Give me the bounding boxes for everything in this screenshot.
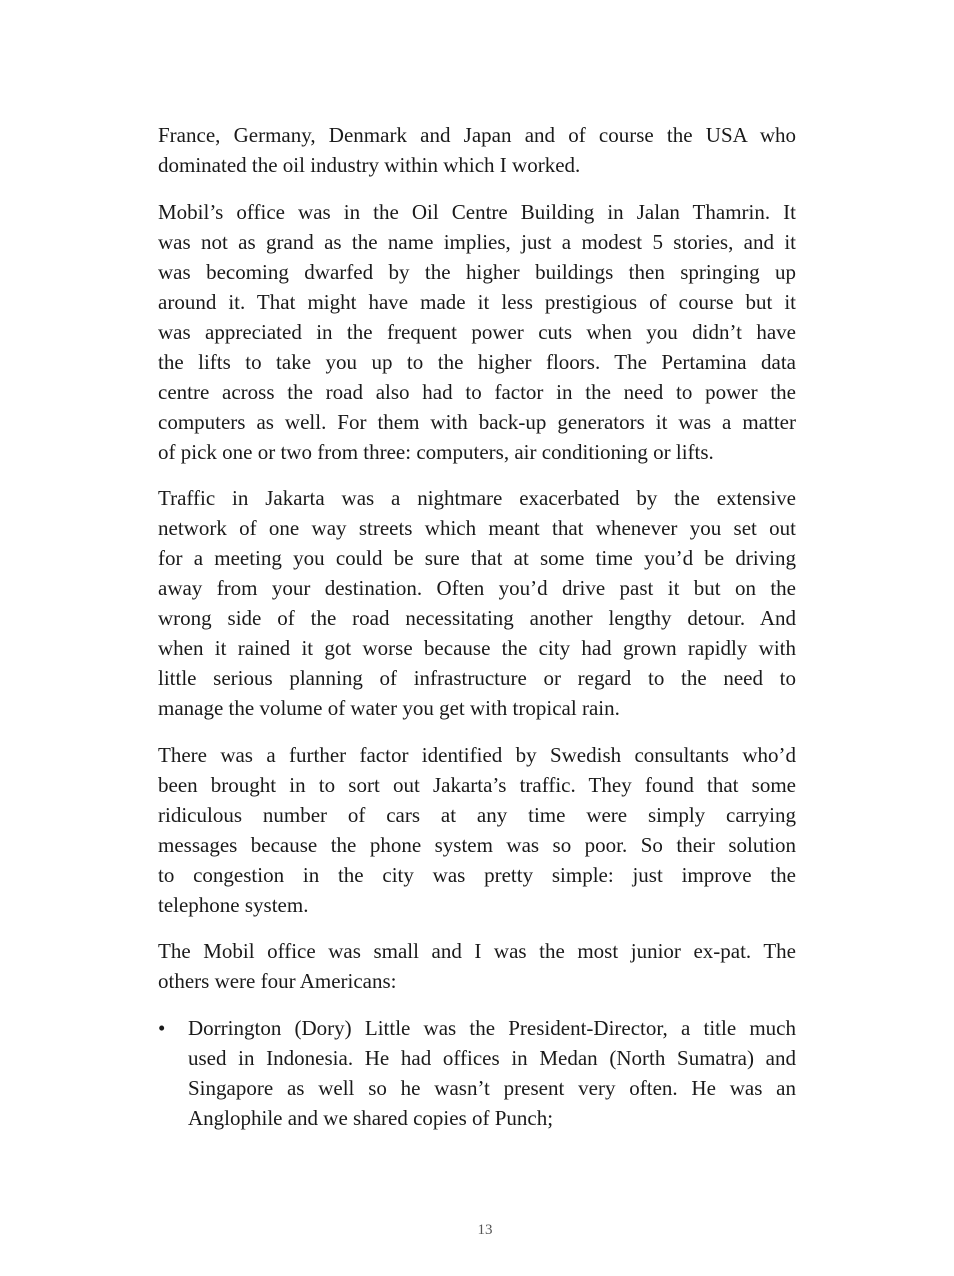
text-line: been brought in to sort out Jakarta’s traffic. They found that some xyxy=(158,772,796,797)
text-line: The Mobil office was small and I was the most junior ex-pat. The xyxy=(158,939,796,963)
text-line: used in Indonesia. He had offices in Medan (North Sumatra) and xyxy=(188,1045,796,1070)
text-line: telephone system. xyxy=(158,892,309,917)
bullet-icon: • xyxy=(158,1015,166,1040)
paragraph xyxy=(158,936,796,996)
text-line: to congestion in the city was pretty simple: just improve the xyxy=(158,862,796,887)
text-line: Anglophile and we shared copies of Punch; xyxy=(188,1105,554,1130)
text-line: little serious planning of infrastructure or regard to the need to xyxy=(158,666,796,690)
text-line: when it rained it got worse because the city had grown rapidly with xyxy=(158,636,796,660)
paragraph xyxy=(158,120,796,180)
paragraph xyxy=(158,483,796,723)
text-line: computers as well. For them with back-up generators it was a matter xyxy=(158,409,796,434)
text-line: centre across the road also had to factor in the need to power the xyxy=(158,379,796,404)
text-line: ridiculous number of cars at any time were simply carrying xyxy=(158,802,796,827)
paragraph xyxy=(158,197,796,467)
text-line: was appreciated in the frequent power cuts when you didn’t have xyxy=(158,319,796,344)
text-line: others were four Americans: xyxy=(158,969,397,993)
text-line: network of one way streets which meant that whenever you set out xyxy=(158,516,796,540)
text-line: was becoming dwarfed by the higher buildings then springing up xyxy=(158,259,796,284)
text-line: Traffic in Jakarta was a nightmare exacerbated by the extensive xyxy=(158,486,796,510)
text-line: of pick one or two from three: computers, air conditioning or lifts. xyxy=(158,439,714,464)
text-line: around it. That might have made it less prestigious of course but it xyxy=(158,289,796,314)
text-line: Singapore as well so he wasn’t present very often. He was an xyxy=(188,1075,796,1100)
text-line: Dorrington (Dory) Little was the President-Director, a title much xyxy=(188,1015,796,1040)
text-line: wrong side of the road necessitating another lengthy detour. And xyxy=(158,606,796,630)
text-line: messages because the phone system was so poor. So their solution xyxy=(158,832,796,857)
text-line: France, Germany, Denmark and Japan and of course the USA who xyxy=(158,123,796,147)
text-line: the lifts to take you up to the higher floors. The Pertamina data xyxy=(158,349,796,374)
text-line: manage the volume of water you get with tropical rain. xyxy=(158,696,620,720)
text-line: Mobil’s office was in the Oil Centre Building in Jalan Thamrin. It xyxy=(158,199,796,224)
text-line: dominated the oil industry within which I worked. xyxy=(158,153,581,177)
text-line: was not as grand as the name implies, just a modest 5 stories, and it xyxy=(158,229,796,254)
page-body xyxy=(158,120,796,1149)
paragraph xyxy=(158,740,796,920)
page-number: 13 xyxy=(477,1222,493,1238)
text-line: for a meeting you could be sure that at some time you’d be driving xyxy=(158,546,796,570)
text-line: away from your destination. Often you’d drive past it but on the xyxy=(158,576,796,600)
text-line: There was a further factor identified by Swedish consultants who’d xyxy=(158,742,796,767)
bullet-list-item xyxy=(158,1013,796,1133)
